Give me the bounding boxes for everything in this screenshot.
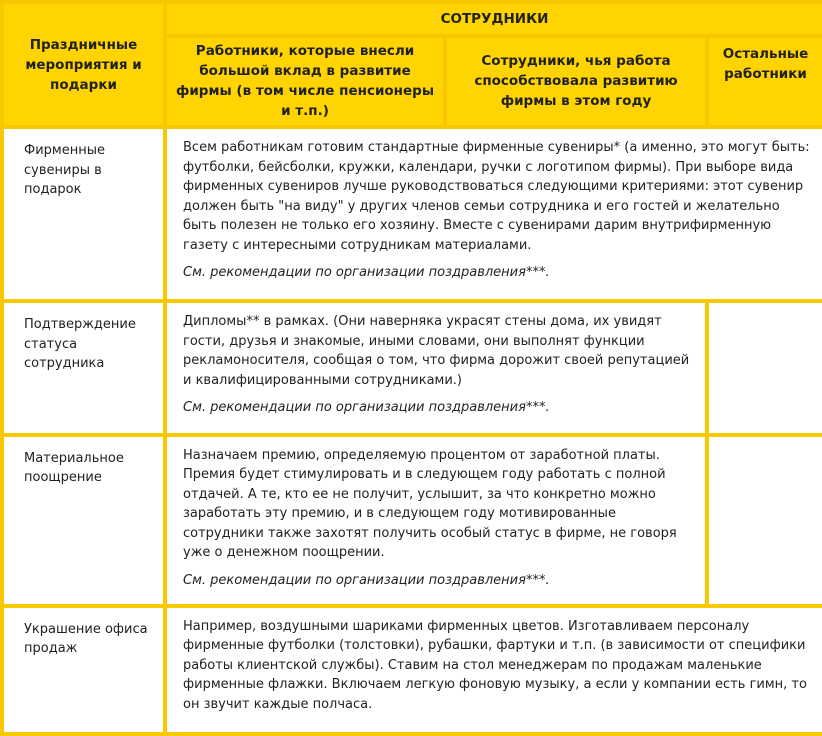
row-text: Назначаем премию, определяемую процентом от заработной платы. Премия будет стимулировать и в следующем году работать с полной отдачей. А те, кто ее не получит, услышит, за что конкретно можно заработать эту премию, и в следующем году мотивированные сотрудники также захотят получить особый статус в фирме, не говоря уже о денежном поощрении. (183, 447, 677, 561)
row-category: Фирменные сувениры в подарок (4, 129, 163, 299)
row-note: См. рекомендации по организации поздравления***. (183, 265, 550, 281)
row-category: Подтверждение статуса сотрудника (4, 303, 163, 432)
employees-header: СОТРУДНИКИ (167, 4, 822, 34)
row-content (167, 608, 822, 732)
row-category: Материальное поощрение (4, 437, 163, 604)
header-row-top (4, 4, 822, 34)
column-header-major-contributors: Работники, которые внесли большой вклад в развитие фирмы (в том числе пенсионеры и т.п.) (167, 38, 443, 126)
row-content (167, 129, 822, 299)
row-note: См. рекомендации по организации поздравления***. (183, 400, 550, 416)
row-category: Украшение офиса продаж (4, 608, 163, 732)
category-column-header: Праздничные мероприятия и подарки (4, 4, 163, 125)
column-header-this-year-contributors: Сотрудники, чья работа способствовала развитию фирмы в этом году (447, 38, 705, 126)
row-text: Например, воздушными шариками фирменных цветов. Изготавливаем персоналу фирменные футболки (толстовки), рубашки, фартуки и т.п. (в зависимости от специфики работы клиентской службы). Ставим на стол менеджерам по продажам маленькие фирменные флажки. Включаем легкую фоновую музыку, а если у компании есть гимн, то он звучит каждые полчаса. (183, 618, 807, 712)
table-row-bonus (4, 437, 822, 604)
column-header-other-employees: Остальные работники (709, 38, 822, 126)
row-text: Дипломы** в рамках. (Они наверняка украсят стены дома, их увидят гости, друзья и знакомые, иными словами, они выполнят функции рекламоносителя, сообщая о том, что фирма дорожит своей репутацией и квалифицированными сотрудниками.) (183, 314, 690, 388)
row-content (167, 303, 705, 432)
row-text: Всем работникам готовим стандартные фирменные сувениры* (а именно, это могут быть: футболки, бейсболки, кружки, календари, ручки с логотипом фирмы). При выборе вида фирменных сувениров лучше руководствоваться следующими критериями: этот сувенир должен быть "на виду" у других членов семьи сотрудника и его гостей и желательно быть полезен не только его хозяину. Вместе с сувенирами дарим внутрифирменную газету с интересными сотрудникам материалами. (183, 140, 810, 253)
row-content (167, 437, 705, 604)
empty-cell (709, 303, 822, 432)
empty-cell (709, 437, 822, 604)
table-row-status (4, 303, 822, 432)
table-row-souvenirs (4, 129, 822, 299)
table-row-office (4, 608, 822, 732)
row-note: См. рекомендации по организации поздравления***. (183, 572, 550, 588)
